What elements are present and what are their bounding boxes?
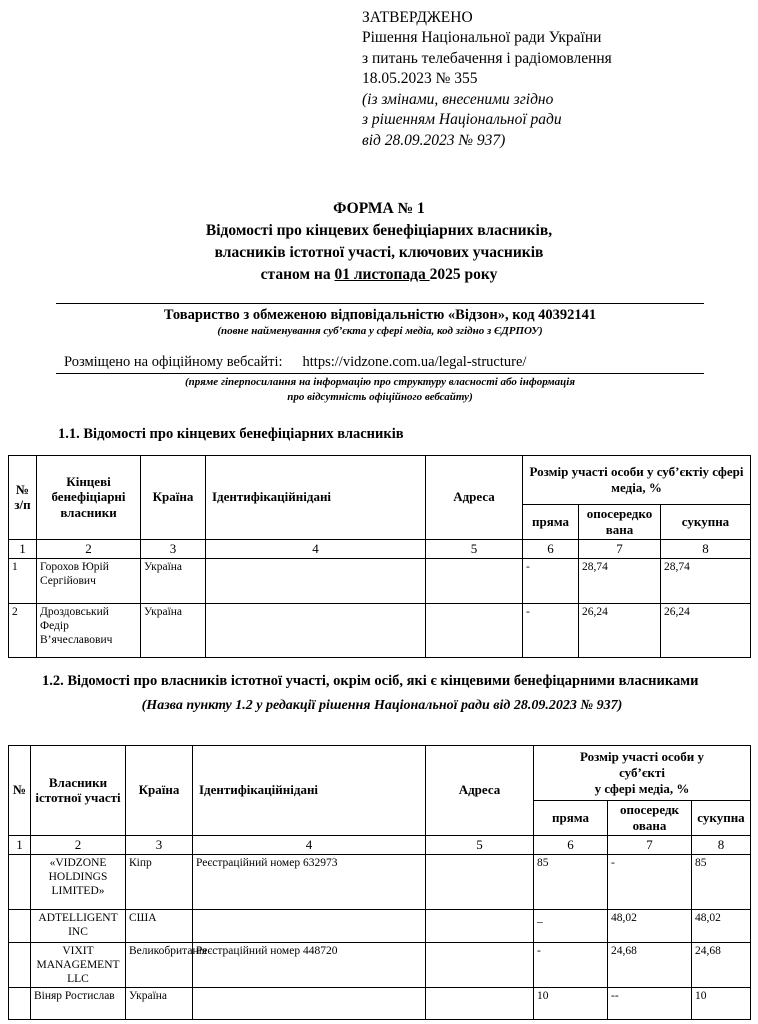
table-row <box>9 603 751 657</box>
cell-num: 2 <box>9 603 37 657</box>
as-of-prefix: станом на <box>260 266 335 283</box>
th-num: № <box>9 746 31 836</box>
cell-share-indirect: 26,24 <box>579 603 661 657</box>
table-beneficial-owners <box>8 455 751 658</box>
cell-identification <box>193 987 426 1019</box>
cell-num: 1 <box>9 558 37 603</box>
cell-share-indirect: 48,02 <box>608 909 692 942</box>
cell-country: Україна <box>141 558 206 603</box>
th-share-direct: пряма <box>534 801 608 836</box>
cell-share-direct: _ <box>534 909 608 942</box>
cell-share-total: 10 <box>692 987 751 1019</box>
cell-country: Великобританія <box>126 942 193 987</box>
numrow-2: 2 <box>37 539 141 558</box>
entity-name: Товариство з обмеженою відповідальністю «Відзон», код 40392141 <box>163 307 597 323</box>
th-address: Адреса <box>426 456 523 540</box>
cell-country: Кіпр <box>126 854 193 909</box>
table-number-row <box>9 835 751 854</box>
th-share-indirect: опосередк ована <box>608 801 692 836</box>
section-1-2-title: 1.2. Відомості про власників істотної участі, окрім осіб, які є кінцевими бенефіцарними власниками <box>42 673 699 689</box>
table-header-row <box>9 746 751 801</box>
cell-share-direct: - <box>523 558 579 603</box>
numrow-8: 8 <box>692 835 751 854</box>
approval-line-5: (із змінами, внесеними згідно <box>362 90 554 108</box>
approval-line-3: з питань телебачення і радіомовлення <box>362 49 612 67</box>
cell-country: США <box>126 909 193 942</box>
cell-address <box>426 558 523 603</box>
numrow-1: 1 <box>9 835 31 854</box>
numrow-5: 5 <box>426 835 534 854</box>
approval-block <box>362 8 752 151</box>
numrow-5: 5 <box>426 539 523 558</box>
numrow-6: 6 <box>534 835 608 854</box>
table-significant-participation-owners <box>8 745 751 1020</box>
cell-num <box>9 854 31 909</box>
numrow-6: 6 <box>523 539 579 558</box>
cell-address <box>426 987 534 1019</box>
cell-identification: Реєстраційний номер 632973 <box>193 854 426 909</box>
cell-share-total: 28,74 <box>661 558 751 603</box>
cell-num <box>9 942 31 987</box>
cell-share-total: 48,02 <box>692 909 751 942</box>
cell-owner: VIXIT MANAGEMENT LLC <box>31 942 126 987</box>
website-block <box>56 354 704 405</box>
table-row <box>9 909 751 942</box>
numrow-7: 7 <box>579 539 661 558</box>
cell-num <box>9 909 31 942</box>
th-address: Адреса <box>426 746 534 836</box>
th-share-group <box>534 746 751 801</box>
numrow-7: 7 <box>608 835 692 854</box>
numrow-3: 3 <box>126 835 193 854</box>
website-label: Розміщено на офіційному вебсайті: <box>64 354 283 370</box>
cell-share-total: 24,68 <box>692 942 751 987</box>
website-line <box>56 354 704 373</box>
cell-address <box>426 603 523 657</box>
th-owners: Власники істотної участі <box>31 746 126 836</box>
th-num-line2: з/п <box>14 497 31 513</box>
cell-share-total: 26,24 <box>661 603 751 657</box>
cell-identification <box>206 558 426 603</box>
numrow-4: 4 <box>206 539 426 558</box>
approval-line-6: з рішенням Національної ради <box>362 111 562 129</box>
cell-identification <box>193 909 426 942</box>
form-title-line-2: Відомості про кінцевих бенефіціарних власників, <box>205 222 553 239</box>
th-share-total: сукупна <box>692 801 751 836</box>
cell-share-indirect: 24,68 <box>608 942 692 987</box>
as-of-date: 01 листопада <box>334 266 430 283</box>
cell-share-direct: - <box>534 942 608 987</box>
cell-owner: Віняр Ростислав <box>31 987 126 1019</box>
cell-owner: «VIDZONE HOLDINGS LIMITED» <box>31 854 126 909</box>
numrow-8: 8 <box>661 539 751 558</box>
cell-share-direct: 85 <box>534 854 608 909</box>
section-1-2-subnote: (Назва пункту 1.2 у редакції рішення Національної ради від 28.09.2023 № 937) <box>141 697 623 713</box>
numrow-2: 2 <box>31 835 126 854</box>
table-row <box>9 987 751 1019</box>
page-title <box>0 198 758 286</box>
cell-address <box>426 909 534 942</box>
cell-address <box>426 854 534 909</box>
website-caption-line-1: (пряме гіперпосилання на інформацію про структуру власності або інформація <box>184 376 576 388</box>
cell-country: Україна <box>141 603 206 657</box>
section-heading-1-1: 1.1. Відомості про кінцевих бенефіціарних власників <box>58 426 404 442</box>
cell-share-indirect: 28,74 <box>579 558 661 603</box>
cell-address <box>426 942 534 987</box>
cell-owner: Дроздовський Федір В’ячеславович <box>37 603 141 657</box>
form-title-line-3: власників істотної участі, ключових учасників <box>214 244 544 261</box>
numrow-3: 3 <box>141 539 206 558</box>
website-caption-line-2: про відсутність офіційного вебсайту) <box>287 391 473 404</box>
numrow-4: 4 <box>193 835 426 854</box>
cell-country: Україна <box>126 987 193 1019</box>
cell-identification: Реєстраційний номер 448720 <box>193 942 426 987</box>
th-identification: Ідентифікаційнідані <box>206 456 426 540</box>
cell-owner: Горохов Юрій Сергійович <box>37 558 141 603</box>
numrow-1: 1 <box>9 539 37 558</box>
website-url[interactable]: https://vidzone.com.ua/legal-structure/ <box>302 354 527 370</box>
th-share-group: Розмір участі особи у суб’єктіу сфері медіа, % <box>523 456 751 505</box>
form-title-line-4 <box>0 264 758 286</box>
cell-identification <box>206 603 426 657</box>
approval-line-2: Рішення Національної ради України <box>362 29 602 47</box>
th-identification: Ідентифікаційнідані <box>193 746 426 836</box>
table-number-row <box>9 539 751 558</box>
th-num <box>9 456 37 540</box>
section-heading-1-2 <box>42 672 722 715</box>
cell-share-indirect: -- <box>608 987 692 1019</box>
th-num-line1: № <box>15 481 30 497</box>
cell-share-indirect: - <box>608 854 692 909</box>
approval-line-4: 18.05.2023 № 355 <box>362 70 478 88</box>
as-of-suffix: 2025 року <box>429 266 498 283</box>
approval-line-7: від 28.09.2023 № 937) <box>362 131 506 149</box>
th-share-group-line-1: Розмір участі особи у <box>580 749 704 765</box>
form-number: ФОРМА № 1 <box>333 200 425 217</box>
th-share-direct: пряма <box>523 505 579 540</box>
th-share-total: сукупна <box>661 505 751 540</box>
table-row <box>9 558 751 603</box>
cell-share-direct: 10 <box>534 987 608 1019</box>
cell-owner: ADTELLIGENT INC <box>31 909 126 942</box>
th-share-group-line-2: суб’єкті <box>619 765 665 781</box>
th-owners: Кінцеві бенефіціарні власники <box>37 456 141 540</box>
approval-line-1: ЗАТВЕРДЖЕНО <box>362 9 473 26</box>
cell-share-total: 85 <box>692 854 751 909</box>
cell-share-direct: - <box>523 603 579 657</box>
cell-num <box>9 987 31 1019</box>
th-share-group-line-3: у сфері медіа, % <box>594 780 690 796</box>
th-country: Країна <box>126 746 193 836</box>
table-row <box>9 854 751 909</box>
table-header-row <box>9 456 751 505</box>
th-country: Країна <box>141 456 206 540</box>
th-share-indirect: опосередко вана <box>579 505 661 540</box>
entity-caption: (повне найменування суб’єкта у сфері медіа, код згідно з ЄДРПОУ) <box>217 325 543 338</box>
table-row <box>9 942 751 987</box>
entity-block <box>56 303 704 339</box>
